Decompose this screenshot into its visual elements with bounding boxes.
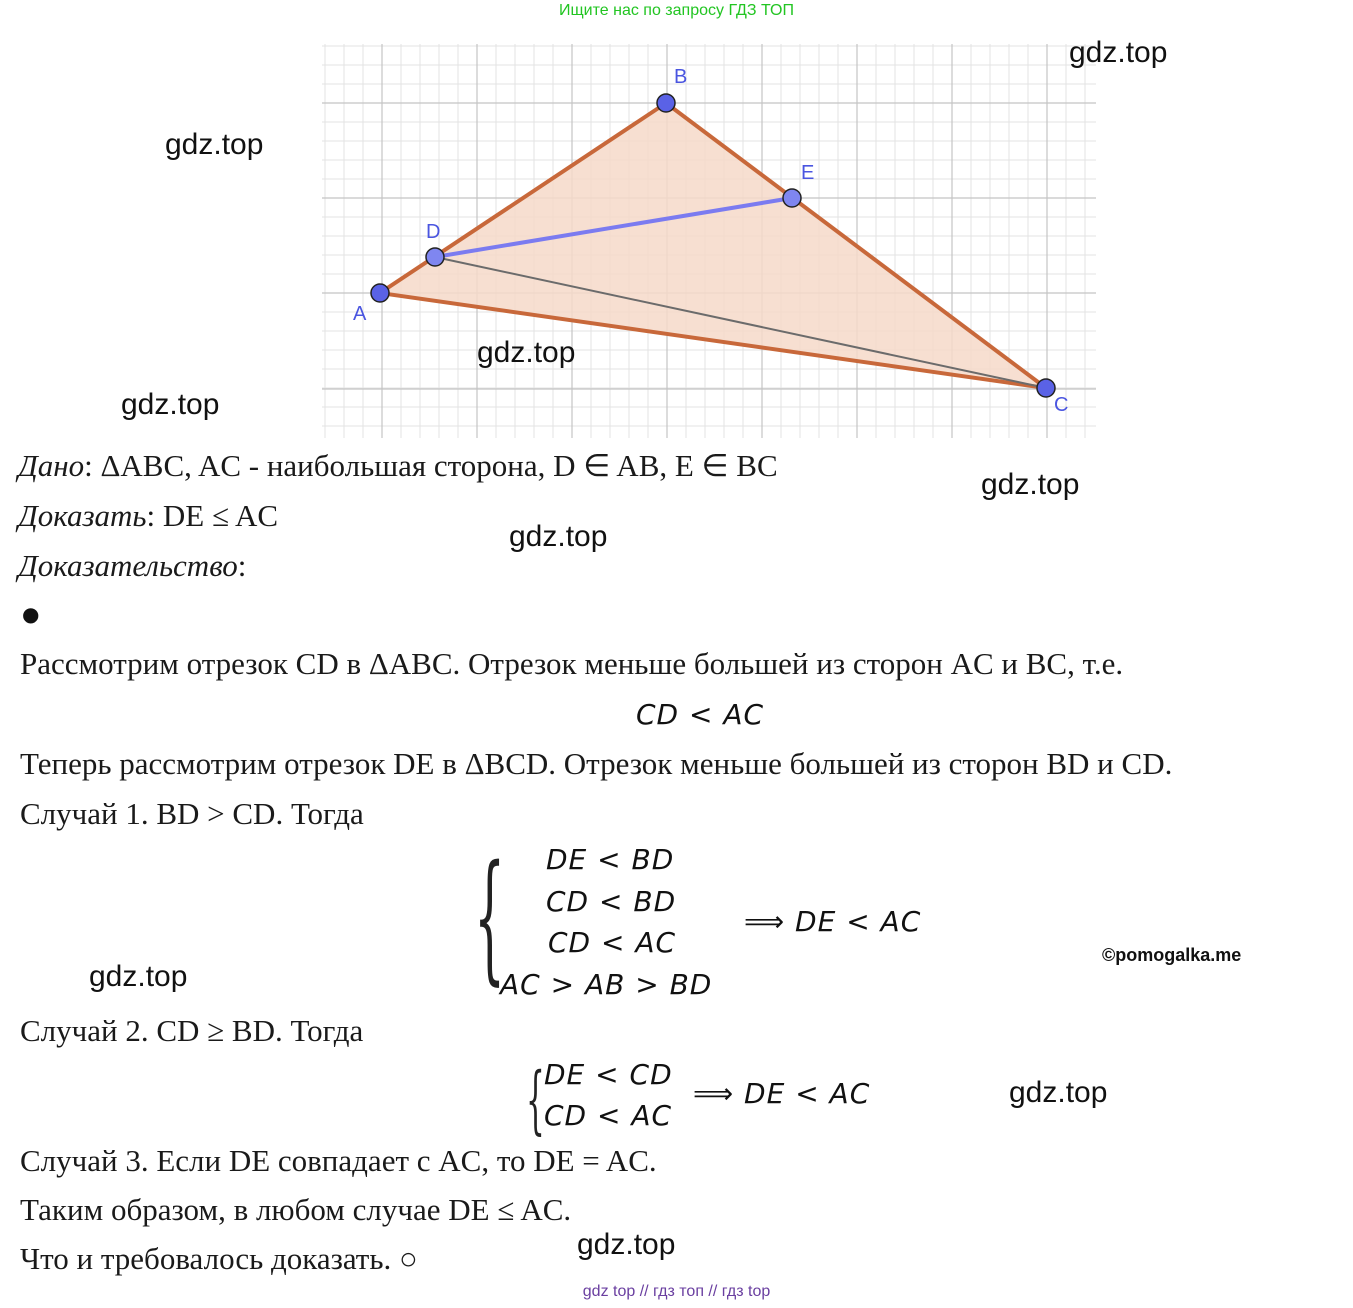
prove-line bbox=[18, 498, 278, 534]
case2-brace: { bbox=[526, 1057, 545, 1143]
case1-brace: { bbox=[474, 836, 506, 999]
qed: Что и требовалось доказать. ○ bbox=[20, 1241, 418, 1276]
case1-result: ⟹ DE < AC bbox=[744, 905, 922, 938]
paragraph-1: Рассмотрим отрезок CD в ΔABC. Отрезок меньше большей из сторон AC и BC, т.е. bbox=[20, 646, 1124, 681]
point-e bbox=[783, 189, 801, 207]
case3: Случай 3. Если DE совпадает с AC, то DE = AC. bbox=[20, 1143, 657, 1178]
given-line bbox=[18, 448, 778, 484]
watermark-1: gdz.top bbox=[1069, 36, 1168, 69]
watermark-9: gdz.top bbox=[577, 1228, 676, 1261]
point-d bbox=[426, 248, 444, 266]
watermark-7: gdz.top bbox=[89, 960, 188, 993]
search-banner: Ищите нас по запросу ГДЗ ТОП bbox=[559, 2, 794, 19]
watermark-8: gdz.top bbox=[1009, 1076, 1108, 1109]
copyright: ©pomogalka.me bbox=[1102, 945, 1242, 965]
watermark-2: gdz.top bbox=[165, 128, 264, 161]
given-label: Дано bbox=[18, 448, 85, 483]
watermark-3: gdz.top bbox=[477, 336, 576, 369]
point-b bbox=[657, 94, 675, 112]
point-c bbox=[1037, 379, 1055, 397]
proof-text: : bbox=[237, 548, 247, 583]
label-d: D bbox=[426, 221, 441, 243]
given-text: : ΔABC, AC - наибольшая сторона, D ∈ AB, E ∈ BC bbox=[84, 448, 778, 483]
prove-label: Доказать bbox=[18, 498, 147, 533]
case2-title: Случай 2. CD ≥ BD. Тогда bbox=[20, 1013, 364, 1048]
equation-1: CD < AC bbox=[636, 698, 765, 731]
case2-eq-2: CD < AC bbox=[544, 1099, 673, 1132]
proof-line bbox=[18, 548, 246, 584]
label-e: E bbox=[801, 162, 815, 184]
conclusion: Таким образом, в любом случае DE ≤ AC. bbox=[20, 1192, 572, 1227]
point-a bbox=[371, 284, 389, 302]
watermark-5: gdz.top bbox=[981, 468, 1080, 501]
geometry-figure bbox=[320, 44, 1100, 440]
watermark-4: gdz.top bbox=[121, 388, 220, 421]
case1-eq-2: CD < BD bbox=[546, 885, 677, 918]
proof-label: Доказательство bbox=[18, 548, 238, 583]
case1-title: Случай 1. BD > CD. Тогда bbox=[20, 796, 364, 831]
label-c: C bbox=[1054, 394, 1069, 416]
paragraph-2: Теперь рассмотрим отрезок DE в ΔBCD. Отрезок меньше большей из сторон BD и CD. bbox=[20, 746, 1173, 781]
bullet-icon: ● bbox=[22, 602, 40, 626]
watermark-6: gdz.top bbox=[509, 520, 608, 553]
case2-result: ⟹ DE < AC bbox=[693, 1077, 871, 1110]
case2-eq-1: DE < CD bbox=[544, 1058, 673, 1091]
case1-eq-4: AC > AB > BD bbox=[500, 968, 713, 1001]
footer-links: gdz top // гдз топ // гдз top bbox=[582, 1283, 771, 1300]
label-a: A bbox=[353, 303, 367, 325]
case1-eq-3: CD < AC bbox=[548, 926, 677, 959]
label-b: B bbox=[674, 66, 688, 88]
prove-text: : DE ≤ AC bbox=[146, 498, 279, 533]
case1-eq-1: DE < BD bbox=[546, 843, 675, 876]
